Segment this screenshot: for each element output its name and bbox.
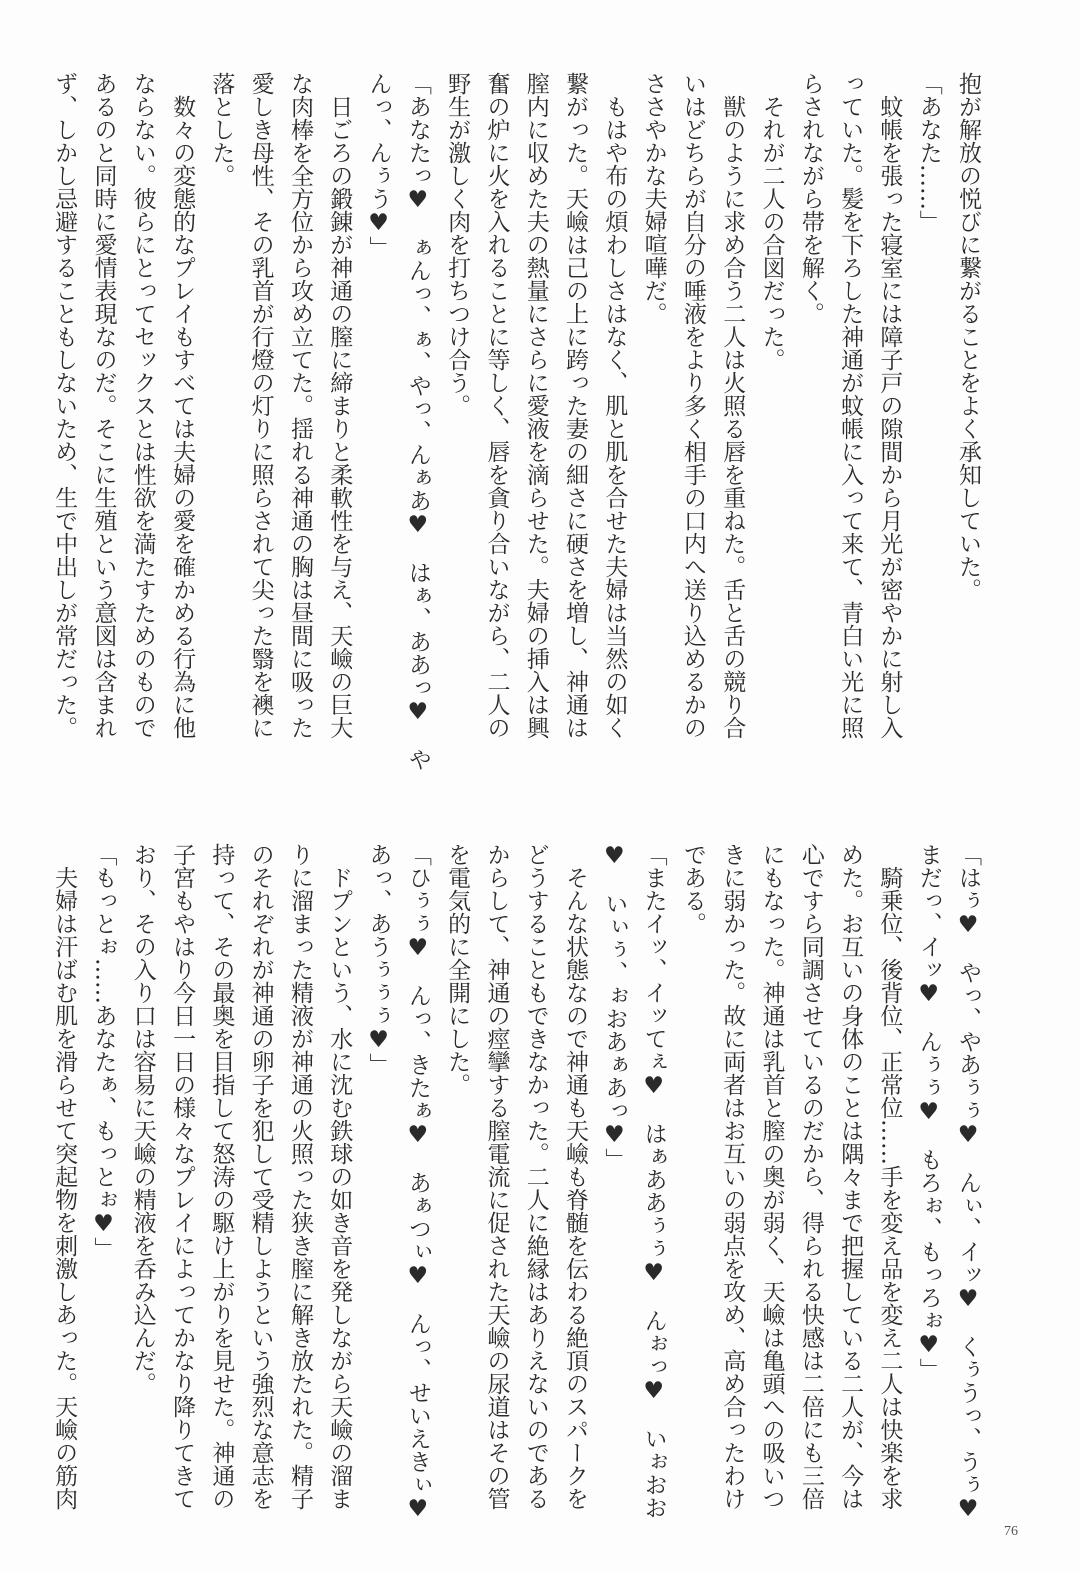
text-line: 奮の炉に火を入れることに等しく、唇を貪り合いながら、二人の: [483, 72, 510, 739]
text-line: どうすることもできなかった。二人に絶縁はありえないのである: [522, 843, 549, 1510]
text-line: な肉棒を全方位から攻め立てた。揺れる神通の胸は昼間に吸った: [286, 72, 313, 739]
text-line: ならない。彼らにとってセックスとは性欲を満たすためのもので: [129, 72, 156, 739]
text-line: である。: [679, 843, 706, 935]
text-line: らされながら帯を解く。: [797, 72, 824, 325]
text-line: 「あなたっ♥ ぁんっ、ぁ、やっ、んぁあ♥ はぁ、ああっ♥ や: [404, 72, 431, 771]
text-line: 持って、その最奥を目指して怒涛の駆け上がりを見せた。神通の: [208, 843, 235, 1510]
text-line: ず、しかし忌避することもしないため、生で中出しが常だった。: [51, 72, 78, 739]
text-line: いはどちらが自分の唾液をより多く相手の口内へ送り込めるかの: [679, 72, 706, 739]
text-line: 子宮もやはり今日一日の様々なプレイによってかなり降りてきて: [169, 843, 196, 1510]
text-line: 繋がった。天嶮は己の上に跨った妻の細さに硬さを増し、神通は: [562, 72, 589, 739]
text-line: あるのと同時に愛情表現なのだ。そこに生殖という意図は含まれ: [90, 72, 117, 739]
text-line: っていた。髪を下ろした神通が蚊帳に入って来て、青白い光に照: [837, 72, 864, 739]
text-line: あっ、あうぅぅぅ♥」: [365, 843, 392, 1076]
text-line: 膣内に収めた夫の熱量にさらに愛液を滴らせた。夫婦の挿入は興: [522, 72, 549, 739]
text-line: ドプンという、水に沈む鉄球の如き音を発しながら天嶮の溜ま: [326, 843, 353, 1510]
text-line: 夫婦は汗ばむ肌を滑らせて突起物を刺激しあった。天嶮の筋肉: [51, 843, 78, 1510]
text-line: 「もっとぉ……あなたぁ、もっとぉ♥」: [90, 843, 117, 1260]
text-line: からして、神通の痙攣する膣電流に促された天嶮の尿道はその管: [483, 843, 510, 1510]
text-line: まだっ、イッ♥ んぅぅ♥ もろぉ、もっろぉ♥」: [915, 843, 942, 1381]
text-line: それが二人の合図だった。: [758, 72, 785, 371]
text-line: 抱が解放の悦びに繋がることをよく承知していた。: [955, 72, 981, 601]
text-line: もはや布の煩わしさはなく、肌と肌を合せた夫婦は当然の如く: [601, 72, 628, 739]
text-line: 数々の変態的なプレイもすべては夫婦の愛を確かめる行為に他: [169, 72, 196, 739]
text-line: にもなった。神通は乳首と膣の奥が弱く、天嶮は亀頭への吸いつ: [758, 843, 785, 1510]
text-line: 騎乗位、後背位、正常位……手を変え品を変え二人は快楽を求: [876, 843, 903, 1510]
text-line: 獣のように求め合う二人は火照る唇を重ねた。舌と舌の競り合: [719, 72, 746, 739]
text-line: 「またイッ、イッてぇ♥ はぁああぅぅ♥ んぉっ♥ いぉおお: [640, 843, 667, 1519]
text-line: 心ですら同調させているのだから、得られる快感は二倍にも三倍: [797, 843, 824, 1510]
text-line: ♥ いぃぅ、ぉおあぁあっ♥」: [601, 843, 628, 1171]
page-number: 76: [1004, 1524, 1018, 1539]
text-line: 愛しき母性、その乳首が行燈の灯りに照らされて尖った翳を襖に: [247, 72, 274, 739]
text-line: そんな状態なので神通も天嶮も脊髄を伝わる絶頂のスパークを: [562, 843, 589, 1510]
text-line: ささやかな夫婦喧嘩だ。: [640, 72, 667, 325]
text-block-top: [44, 72, 987, 772]
text-line: んっ、んぅう♥」: [365, 72, 392, 259]
text-line: 「あなた……」: [915, 72, 942, 233]
text-line: 「ひぅぅ♥ んっ、きたぁ♥ あぁつぃ♥ んっ、せいえきぃ♥: [404, 843, 431, 1522]
text-line: きに弱かった。故に両者はお互いの弱点を攻め、高め合ったわけ: [719, 843, 746, 1510]
text-line: 「はぅ♥ やっ、やあぅぅ♥ んぃ、イッ♥ くぅうっ、うぅ♥: [955, 843, 981, 1522]
text-line: めた。お互いの身体のことは隅々まで把握している二人が、今は: [837, 843, 864, 1510]
text-line: おり、その入り口は容易に天嶮の精液を呑み込んだ。: [129, 843, 156, 1395]
text-line: を電気的に全開にした。: [444, 843, 471, 1096]
text-line: 野生が激しく肉を打ちつけ合う。: [444, 72, 471, 417]
text-line: 落とした。: [208, 72, 235, 187]
text-line: 蚊帳を張った寝室には障子戸の隙間から月光が密やかに射し入: [876, 72, 903, 739]
text-line: りに溜まった精液が神通の火照った狭き膣に解き放たれた。精子: [286, 843, 313, 1510]
text-line: のそれぞれが神通の卵子を犯して受精しようという強烈な意志を: [247, 843, 274, 1510]
text-block-bottom: [44, 843, 987, 1522]
text-line: 日ごろの鍛錬が神通の膣に締まりと柔軟性を与え、天嶮の巨大: [326, 72, 353, 739]
